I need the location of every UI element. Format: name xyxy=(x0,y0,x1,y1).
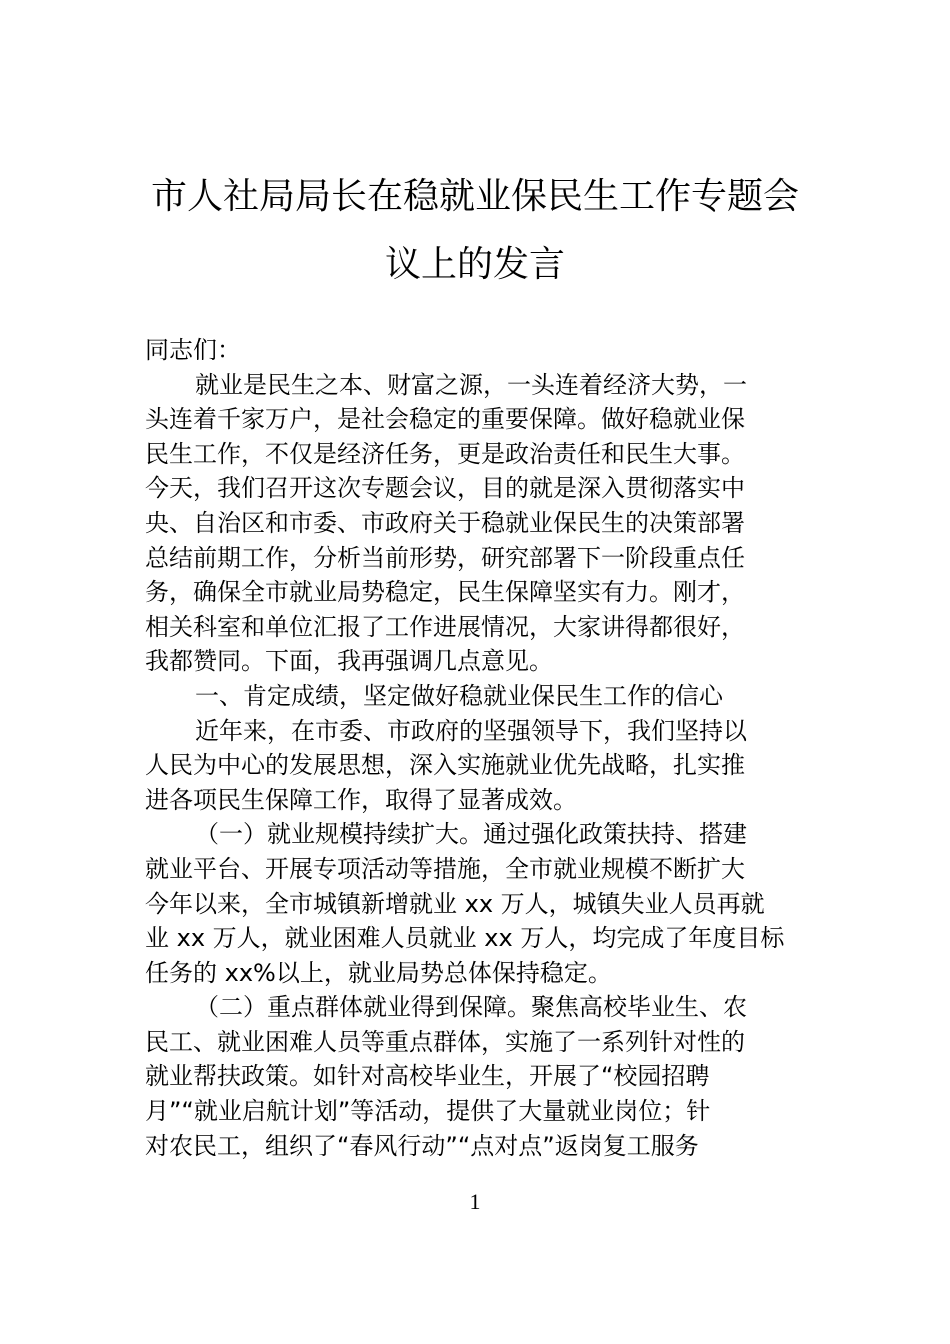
body-line: 近年来，在市委、市政府的坚强领导下，我们坚持以 xyxy=(195,716,747,745)
section-heading: 一、肯定成绩，坚定做好稳就业保民生工作的信心 xyxy=(195,681,723,710)
body-line: 民生工作，不仅是经济任务，更是政治责任和民生大事。 xyxy=(145,439,745,468)
body-line: 就业帮扶政策。如针对高校毕业生，开展了“校园招聘 xyxy=(145,1062,710,1091)
body-line: 就业是民生之本、财富之源，一头连着经济大势，一 xyxy=(195,370,747,399)
body-line: 头连着千家万户，是社会稳定的重要保障。做好稳就业保 xyxy=(145,405,745,434)
body-line: 月”“就业启航计划”等活动，提供了大量就业岗位；针 xyxy=(145,1097,711,1126)
body-line: 进各项民生保障工作，取得了显著成效。 xyxy=(145,785,577,814)
subsection-line: （一）就业规模持续扩大。通过强化政策扶持、搭建 xyxy=(195,820,747,849)
body-line: 务，确保全市就业局势稳定，民生保障坚实有力。刚才， xyxy=(145,578,745,607)
page-number: 1 xyxy=(469,1189,481,1214)
subsection-line: （二）重点群体就业得到保障。聚焦高校毕业生、农 xyxy=(195,993,747,1022)
document-title-line-1: 市人社局局长在稳就业保民生工作专题会 xyxy=(150,176,799,217)
document-title-line-2: 议上的发言 xyxy=(384,244,565,285)
body-line: 相关科室和单位汇报了工作进展情况，大家讲得都很好， xyxy=(145,612,745,641)
body-line: 今年以来，全市城镇新增就业 xx 万人，城镇失业人员再就 xyxy=(145,889,765,918)
salutation: 同志们： xyxy=(145,336,241,364)
body-line: 总结前期工作，分析当前形势，研究部署下一阶段重点任 xyxy=(145,543,745,572)
body-line: 任务的 xx%以上，就业局势总体保持稳定。 xyxy=(145,958,612,987)
body-line: 今天，我们召开这次专题会议，目的就是深入贯彻落实中 xyxy=(145,474,745,503)
document-body xyxy=(145,333,815,1163)
body-line: 央、自治区和市委、市政府关于稳就业保民生的决策部署 xyxy=(145,508,745,537)
body-line: 人民为中心的发展思想，深入实施就业优先战略，扎实推 xyxy=(145,751,745,780)
body-line: 业 xx 万人，就业困难人员就业 xx 万人，均完成了年度目标 xyxy=(145,924,785,953)
body-line: 我都赞同。下面，我再强调几点意见。 xyxy=(145,647,553,676)
body-line: 民工、就业困难人员等重点群体，实施了一系列针对性的 xyxy=(145,1027,745,1056)
body-line: 对农民工，组织了“春风行动”“点对点”返岗复工服务 xyxy=(145,1131,699,1160)
body-line: 就业平台、开展专项活动等措施，全市就业规模不断扩大 xyxy=(145,854,745,883)
